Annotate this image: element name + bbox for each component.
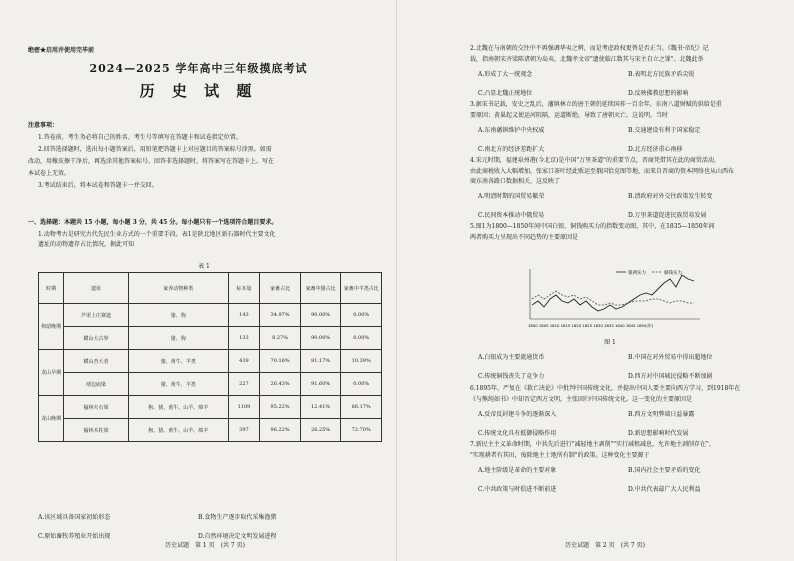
table-cell: 狗、猪、黄牛、山羊、绵羊 xyxy=(128,396,228,419)
table-cell: 榆林火石梁 xyxy=(64,396,129,419)
question-3 xyxy=(470,100,782,159)
q7-option-d[interactable]: D.中共代表最广大人民利益 xyxy=(628,485,701,493)
q5-line: 5.图1为1800—1850年间中国白银、铜钱购买力的指数变动图，其中，在1835—1850年间 xyxy=(470,223,715,230)
table-cell: 26.25% xyxy=(300,419,341,442)
q4-options xyxy=(470,188,782,226)
q4-line: 4.宋元时期，福建泉州港(今北京)是中国"万里茶道"的重要节点，晋商凭借其在此的商贸活动， xyxy=(470,157,720,164)
q6-option-d[interactable]: D.新思想影响时代发展 xyxy=(628,429,689,437)
table-cell: 70.16% xyxy=(260,350,301,373)
table-header-cell: 时期 xyxy=(39,273,64,304)
q2-options xyxy=(470,65,782,103)
x-axis-ticks: 1800 1805 1810 1815 1820 1825 1830 1835 1840 1845 1850(年) xyxy=(528,323,654,328)
q6-options xyxy=(470,405,782,443)
legend-copper: 铜钱实力 xyxy=(664,271,682,276)
note-line: 1.答卷前，考生务必将自己的姓名、考生号等填写在答题卡和试卷指定位置。 xyxy=(38,134,242,141)
table-cell: 227 xyxy=(228,373,260,396)
q3-line: 要原因；黄巢起义使运河阻隔，运道断绝，导致了唐朝灭亡。这说明，当时 xyxy=(470,111,669,119)
period-cell: 龙山早期 xyxy=(39,350,64,396)
period-cell: 龙山晚期 xyxy=(39,396,64,442)
note-line: 改动，用橡皮擦干净后，再选涂其他答案标号。回答非选择题时，将答案写在答题卡上。写在 xyxy=(28,158,275,165)
table-cell: 81.17% xyxy=(300,350,341,373)
q2-line: 2.北魏在与南朝的交往中不再强调华夷之辨，而是考虑政权更替是否正当。《魏书·帝纪》记 xyxy=(470,45,709,52)
q5-line: 两者购买力呈现出不同趋势的主要原因是 xyxy=(470,233,579,241)
q7-option-c[interactable]: C.中共政策与时俱进不断前进 xyxy=(478,485,557,493)
table-cell: 猪、黄牛、羊类 xyxy=(128,373,228,396)
table-cell: 86.17% xyxy=(341,396,382,419)
q3-line: 3.据宋书记载，安史之乱后，藩镇林立的唐王朝仍延续国祚一百余年，东南八道财赋的供给是重 xyxy=(470,101,722,108)
table-cell: 26.43% xyxy=(260,373,301,396)
q6-option-b[interactable]: B.西方文明弊端日益暴露 xyxy=(628,410,695,418)
page-footer-right: 历史试题 第 2 页 (共 7 页) xyxy=(565,542,645,549)
table-cell: 猪、狗 xyxy=(128,304,228,327)
question-4 xyxy=(470,156,782,226)
q4-line: 由此商税收入大幅增加，张家口茶叶经此贩运至俄国恰克图等地，而来自晋商的资本网络也从山西布 xyxy=(470,167,735,175)
table-cell: 0.00% xyxy=(341,373,382,396)
q3-option-a[interactable]: A.东南藩镇维护中央权威 xyxy=(478,126,545,134)
table-row xyxy=(39,350,382,373)
table-cell: 0.00% xyxy=(341,327,382,350)
table-cell: 72.70% xyxy=(341,419,382,442)
table-cell: 横山杏大者 xyxy=(64,350,129,373)
q6-option-c[interactable]: C.传统文化具有抵御侵略作用 xyxy=(478,429,557,437)
q4-line: 商东南各路口数据相关，这反映了 xyxy=(470,178,561,185)
table-header-cell: 遗址 xyxy=(64,273,129,304)
table-cell: 133 xyxy=(228,327,260,350)
table-header-cell: 家畜中猪占比 xyxy=(300,273,341,304)
q7-options xyxy=(470,461,782,499)
q1-option-c[interactable]: C.原始畜牧养殖业开始出现 xyxy=(38,533,111,540)
table-cell: 猪、黄牛、羊类 xyxy=(128,350,228,373)
figure-1-plot xyxy=(524,265,704,333)
table-cell: 芦渠上庄寨遗 xyxy=(64,304,129,327)
table-header-cell: 标本量 xyxy=(228,273,260,304)
q7-line: 7.新民主主义革命时期，中共先后进行"减轻地主剥削""实行减租减息，允许地主剥削存在"、 xyxy=(470,441,715,448)
notes-title: 注意事项： xyxy=(28,122,59,129)
table-row xyxy=(39,327,382,350)
q1-option-d[interactable]: D.自然环境决定文明发展进程 xyxy=(198,533,277,540)
table-cell: 95.22% xyxy=(260,396,301,419)
table-cell: 143 xyxy=(228,304,260,327)
question-2 xyxy=(470,44,782,103)
table-cell: 0.00% xyxy=(341,304,382,327)
table-row xyxy=(39,419,382,442)
q3-option-c[interactable]: C.南北方的经济差距扩大 xyxy=(478,145,545,153)
page-footer-left: 历史试题 第 1 页 (共 7 页) xyxy=(165,542,245,549)
table-cell: 10.39% xyxy=(341,350,382,373)
notes-block xyxy=(28,120,378,192)
table-cell: 91.60% xyxy=(300,373,341,396)
table-header-cell: 家畜占比 xyxy=(260,273,301,304)
copper-line xyxy=(532,291,694,305)
table-cell: 横山大古界 xyxy=(64,327,129,350)
q2-option-d[interactable]: D.反映佛教思想的影响 xyxy=(628,89,689,97)
note-line: 本试卷上无效。 xyxy=(28,170,71,177)
table-row xyxy=(39,373,382,396)
relics-table xyxy=(38,272,382,442)
table-caption: 表 1 xyxy=(198,263,210,270)
table-cell: 猪、狗 xyxy=(128,327,228,350)
q6-line: 6.1895年，严复在《救亡决论》中批判中国传统文化，并提出中国人要主要向西方学习，到1918年在 xyxy=(470,385,741,392)
silver-line xyxy=(532,275,694,311)
table-cell: 8.27% xyxy=(260,327,301,350)
table-cell: 狗、猪、黄牛、山羊、绵羊 xyxy=(128,419,228,442)
table-cell: 靖边庙梁 xyxy=(64,373,129,396)
q5-option-b[interactable]: B.中国在对外贸易中得出超地位 xyxy=(628,354,713,361)
q6-line: 《与熊纯如书》中却否定西方文明，主张回归中国传统文化。这一变化的主要原因是 xyxy=(470,395,693,403)
table-cell: 397 xyxy=(228,419,260,442)
section-1 xyxy=(28,218,380,272)
exam-title: 2024—2025 学年高中三年级摸底考试 xyxy=(89,62,308,75)
figure-1 xyxy=(524,265,704,333)
q1-option-a[interactable]: A.该区域具备国家初始形态 xyxy=(38,514,111,521)
section-1-heading: 一、选择题：本题共 15 小题，每小题 3 分，共 45 分。每小题只有一个选项符合题目要求。 xyxy=(28,219,278,226)
table-cell: 1109 xyxy=(228,396,260,419)
question-5 xyxy=(470,222,782,243)
table-cell: 34.97% xyxy=(260,304,301,327)
q3-option-d[interactable]: D.北方经济重心南移 xyxy=(628,145,683,153)
q1-line: 遗址的动物遗存占比情况，据此可知 xyxy=(38,241,135,248)
table-row xyxy=(39,304,382,327)
question-6 xyxy=(470,384,782,443)
q5-option-a[interactable]: A.白银成为主要流通货币 xyxy=(478,354,545,361)
table-row xyxy=(39,396,382,419)
question-7 xyxy=(470,440,782,499)
q4-option-a[interactable]: A.明清时期的国贸易繁荣 xyxy=(478,193,545,200)
q2-line: 载，指南朝宋齐梁陈诸朝为岛夷，北魏孝文帝"遗使临江数其与宋主自立之罪"。北魏此举 xyxy=(470,55,704,63)
note-line: 2.回答选择题时，选出每小题答案后，用铅笔把答题卡上对应题目的答案标号涂黑。如需 xyxy=(38,146,272,153)
q3-options xyxy=(470,121,782,159)
q1-option-b[interactable]: B.食物生产逐步取代采集渔猎 xyxy=(198,514,277,521)
table-cell: 90.00% xyxy=(300,327,341,350)
q1-line: 1.动物考古是研究古代先民生业方式的一个重要手段。表1是陕北地区新石器时代主要文化 xyxy=(38,231,276,238)
q3-option-b[interactable]: B.交通建设有利于国家稳定 xyxy=(628,126,701,134)
q2-option-c[interactable]: C.凸显北魏正统地位 xyxy=(478,89,533,97)
period-cell: 仰韶晚期 xyxy=(39,304,64,350)
question-5-rest xyxy=(470,338,782,387)
q4-option-c[interactable]: C.民间资本推动中俄贸易 xyxy=(478,212,545,219)
q7-option-a[interactable]: A.地主阶级是革命的主要对象 xyxy=(478,466,557,474)
q6-option-a[interactable]: A.反帝反封建斗争的逐渐深入 xyxy=(478,410,557,418)
table-header-cell: 家养动物种类 xyxy=(128,273,228,304)
q5-option-d[interactable]: D.西方对中国城民侵略不断加剧 xyxy=(628,373,713,380)
subject-title: 历 史 试 题 xyxy=(139,82,258,100)
q2-option-b[interactable]: B.表明北方民族矛盾尖锐 xyxy=(628,70,695,78)
q4-option-b[interactable]: B.清政府对外交往政策发生转变 xyxy=(628,193,713,200)
table-cell: 90.00% xyxy=(300,304,341,327)
q7-option-b[interactable]: B.国内社会主要矛盾的变化 xyxy=(628,466,701,474)
table-cell: 439 xyxy=(228,350,260,373)
figure-caption: 图 1 xyxy=(604,339,616,346)
table-cell: 96.22% xyxy=(260,419,301,442)
q2-option-a[interactable]: A.形成了大一统观念 xyxy=(478,70,533,78)
table-cell: 榆林木柱梁 xyxy=(64,419,129,442)
table-cell: 12.41% xyxy=(300,396,341,419)
legend-silver: 银两实力 xyxy=(628,271,646,276)
q7-line: "实现耕者有其田，废除地主土地所有制"的政策。这种变化主要源于 xyxy=(470,451,650,459)
table-header-row xyxy=(39,273,382,304)
q4-option-d[interactable]: D.万里茶道促进民族贸易发展 xyxy=(628,212,707,219)
secret-label: 绝密★启用并使用完毕前 xyxy=(28,47,95,54)
table-header-cell: 家畜中羊类占比 xyxy=(341,273,382,304)
q5-options xyxy=(470,349,782,387)
q5-option-c[interactable]: C.传统铜钱丧失了竞争力 xyxy=(478,373,545,380)
note-line: 3.考试结束后，将本试卷和答题卡一并交回。 xyxy=(38,182,158,189)
